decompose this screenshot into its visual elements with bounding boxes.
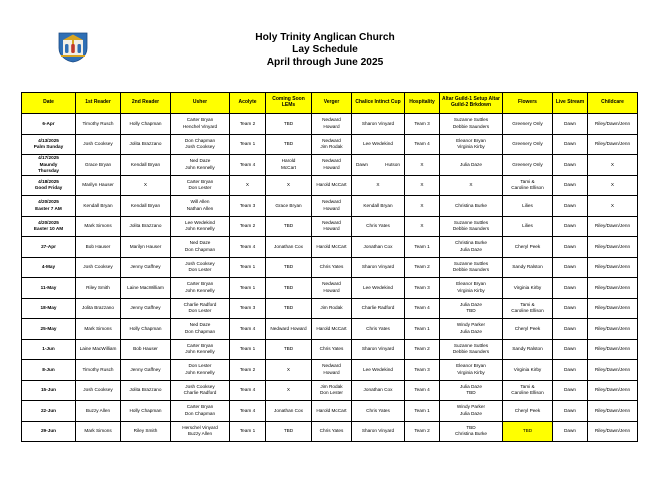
table-cell: Nedward Howard [312,114,352,135]
date-cell: 8-Jun [22,360,76,381]
table-cell: Team 2 [405,257,440,278]
table-cell: Team 2 [230,216,266,237]
table-cell: Lee Wedekind [352,360,405,381]
page-title [0,32,650,69]
table-cell: Ned Daze Don Chapman [171,237,230,258]
date-cell: 6-Apr [22,114,76,135]
table-cell: Mark Simons [76,216,121,237]
table-cell: Dawn Hutson [352,155,405,176]
table-cell: Team 1 [405,319,440,340]
table-cell: Team 4 [230,401,266,422]
table-cell: Sharon Vinyard [352,114,405,135]
table-cell: Team 2 [230,114,266,135]
table-row [22,175,638,196]
table-cell: Dawn [553,237,588,258]
table-body [22,114,638,442]
table-cell: Riley/Dawn/Jenn [588,216,638,237]
table-cell: Mark Simons [76,319,121,340]
table-row [22,401,638,422]
table-row [22,421,638,442]
table-cell: Lee Wedekind John Kennelly [171,216,230,237]
table-cell: Nedward Howard [266,319,312,340]
table-cell: Carter Bryan John Kennelly [171,278,230,299]
column-header: Verger [312,93,352,114]
table-cell: Lilies [503,216,553,237]
table-cell: Dawn [553,401,588,422]
date-cell: 4/18/2025 Good Friday [22,175,76,196]
table-cell: Marilyn Hauser [121,237,171,258]
table-cell: Holly Chapman [121,114,171,135]
table-cell: X [352,175,405,196]
table-cell: Lee Wedekind [352,134,405,155]
table-cell: Riley/Dawn/Jenn [588,134,638,155]
table-cell: Jim Rodak Don Lester [312,380,352,401]
table-cell: Will Allen Nathan Allen [171,196,230,217]
table-cell: Timothy Rusch [76,114,121,135]
table-cell: Team 4 [405,380,440,401]
title-church-name: Holy Trinity Anglican Church [255,32,395,43]
table-cell: Greenery Only [503,134,553,155]
date-cell: 11-May [22,278,76,299]
table-cell: Team 1 [405,237,440,258]
table-cell: Chris Yates [352,401,405,422]
table-row [22,380,638,401]
table-cell: Harold McCart [266,155,312,176]
header-row [22,93,638,114]
table-cell: Team 2 [405,421,440,442]
table-cell: Jonathan Cox [266,401,312,422]
table-cell: Sandy Ralston [503,257,553,278]
table-cell: Grace Bryan [76,155,121,176]
table-cell: Lee Wedekind [352,278,405,299]
table-cell: Dawn [553,319,588,340]
table-cell: Jolita Brazzano [121,134,171,155]
table-cell: Dawn [553,278,588,299]
table-cell: Kendall Bryan [121,155,171,176]
table-row [22,196,638,217]
table-cell: Nedward Jim Rodak [312,134,352,155]
table-cell: Riley/Dawn/Jenn [588,298,638,319]
table-cell: Riley/Dawn/Jenn [588,114,638,135]
table-row [22,134,638,155]
table-cell: Suzanne Suttles Debbie Saunders [440,216,503,237]
table-cell: Kendall Bryan [121,196,171,217]
table-cell: TBD [503,421,553,442]
table-cell: Nedward Howard [312,360,352,381]
table-cell: TBD Christina Burke [440,421,503,442]
table-cell: Josh Cooksey [76,380,121,401]
column-header: Usher [171,93,230,114]
date-cell: 4-May [22,257,76,278]
column-header: Altar Guild-1 Setup Altar Guild-2 Brkdown [440,93,503,114]
table-cell: Riley/Dawn/Jenn [588,401,638,422]
table-cell: Chris Yates [312,421,352,442]
table-cell: Sandy Ralston [503,339,553,360]
table-cell: X [405,196,440,217]
table-cell: Ned Daze Don Chapman [171,319,230,340]
date-cell: 29-Jun [22,421,76,442]
table-cell: Holly Chapman [121,319,171,340]
table-cell: Dawn [553,360,588,381]
table-cell: Jenny Gaffney [121,360,171,381]
date-cell: 22-Jun [22,401,76,422]
table-cell: Team 3 [405,114,440,135]
table-cell: TBD [266,278,312,299]
date-cell: 4/20/2025 Easter 10 AM [22,216,76,237]
table-row [22,339,638,360]
table-cell: Jonathan Cox [266,237,312,258]
table-cell: Team 3 [230,196,266,217]
column-header: Coming Soon LEMs [266,93,312,114]
table-cell: Riley/Dawn/Jenn [588,380,638,401]
table-cell: Team 1 [405,401,440,422]
table-cell: Jolita Brazzano [121,216,171,237]
table-row [22,155,638,176]
column-header: Hospitality [405,93,440,114]
table-cell: Nedward Howard [312,155,352,176]
date-cell: 4/17/2025 Maundy Thursday [22,155,76,176]
date-cell: 25-May [22,319,76,340]
table-cell: Chris Yates [312,339,352,360]
table-cell: Dawn [553,196,588,217]
table-cell: Josh Cooksey [76,134,121,155]
table-cell: Team 4 [230,237,266,258]
table-cell: Team 4 [405,298,440,319]
table-cell: Jolita Brazzano [76,298,121,319]
date-cell: 4/13/2025 Palm Sunday [22,134,76,155]
table-cell: Greenery Only [503,155,553,176]
table-cell: Team 2 [230,360,266,381]
table-cell: Josh Cooksey [76,257,121,278]
table-cell: Bob Hauser [121,339,171,360]
lay-schedule-table [21,92,638,442]
table-row [22,216,638,237]
table-cell: Don Chapman Josh Cooksey [171,134,230,155]
table-cell: Jonathan Cox [352,237,405,258]
table-cell: Dawn [553,380,588,401]
table-row [22,114,638,135]
table-header [22,93,638,114]
column-header: Childcare [588,93,638,114]
table-cell: X [588,155,638,176]
date-cell: 27-Apr [22,237,76,258]
table-cell: Dawn [553,155,588,176]
table-cell: Team 4 [230,155,266,176]
table-cell: TBD [266,257,312,278]
table-cell: Team 3 [230,298,266,319]
table-cell: Dawn [553,257,588,278]
table-cell: Tami & Caroline Ellison [503,175,553,196]
table-cell: X [230,175,266,196]
table-cell: Cheryl Peek [503,319,553,340]
table-cell: Team 4 [405,134,440,155]
table-cell: Carter Bryan John Kennelly [171,339,230,360]
table-cell: Riley/Dawn/Jenn [588,421,638,442]
column-header: Acolyte [230,93,266,114]
table-cell: Carter Bryan Don Chapman [171,401,230,422]
table-cell: Jenny Gaffney [121,298,171,319]
title-date-range: April through June 2025 [266,56,384,68]
title-schedule: Lay Schedule [292,44,358,56]
table-cell: Greenery Only [503,114,553,135]
table-cell: Team 4 [230,380,266,401]
table-cell: X [440,175,503,196]
table-cell: Sharon Vinyard [352,257,405,278]
table-cell: Harold McCart [312,319,352,340]
table-cell: X [266,175,312,196]
table-cell: Marilyn Hauser [76,175,121,196]
table-cell: Laine MacWilliam [121,278,171,299]
table-cell: Chris Yates [352,319,405,340]
table-cell: Chris Yates [312,257,352,278]
table-cell: Dawn [553,339,588,360]
table-cell: Dawn [553,421,588,442]
table-row [22,257,638,278]
date-cell: 1-Jun [22,339,76,360]
table-cell: Dawn [553,216,588,237]
table-cell: Riley Smith [76,278,121,299]
table-cell: Kendall Bryan [352,196,405,217]
column-header: Chalice Intinct Cup [352,93,405,114]
table-cell: Team 1 [230,421,266,442]
table-cell: TBD [266,298,312,319]
table-cell: Riley Smith [121,421,171,442]
table-cell: Dawn [553,134,588,155]
table-cell: Josh Cooksey Don Lester [171,257,230,278]
table-row [22,319,638,340]
table-cell: Julia Daze TBD [440,380,503,401]
table-cell: Team 1 [230,278,266,299]
table-cell: Jonathan Cox [352,380,405,401]
table-cell: Chris Yates [352,216,405,237]
table-cell: Riley/Dawn/Jenn [588,339,638,360]
table-cell: X [121,175,171,196]
date-cell: 15-Jun [22,380,76,401]
date-cell: 18-May [22,298,76,319]
table-cell: Windy Parker Julia Daze [440,319,503,340]
table-cell: TBD [266,339,312,360]
table-cell: Harold McCart [312,237,352,258]
table-cell: Nedward Howard [312,196,352,217]
table-cell: Team 3 [405,360,440,381]
column-header: 1st Reader [76,93,121,114]
table-cell: Suzanne Suttles Debbie Saunders [440,339,503,360]
table-cell: Riley/Dawn/Jenn [588,319,638,340]
table-cell: X [588,175,638,196]
table-cell: Cheryl Peek [503,401,553,422]
table-cell: Julia Daze TBD [440,298,503,319]
table-cell: Dawn [553,114,588,135]
table-cell: Riley/Dawn/Jenn [588,360,638,381]
table-cell: X [266,360,312,381]
table-cell: Team 4 [230,319,266,340]
table-cell: Team 1 [230,134,266,155]
table-cell: Team 3 [405,278,440,299]
table-cell: Team 1 [230,257,266,278]
table-cell: Timothy Rusch [76,360,121,381]
table-cell: Lilies [503,196,553,217]
table-cell: TBD [266,216,312,237]
table-cell: Sharon Vinyard [352,421,405,442]
table-cell: Laine MacWilliam [76,339,121,360]
table-cell: Riley/Dawn/Jenn [588,278,638,299]
table-cell: Don Lester John Kennelly [171,360,230,381]
table-cell: Mark Simons [76,421,121,442]
table-cell: Carter Bryan Don Lester [171,175,230,196]
table-cell: Christina Burke [440,196,503,217]
table-row [22,298,638,319]
table-cell: Buzzy Allen [76,401,121,422]
table-cell: Harold McCart [312,175,352,196]
table-cell: TBD [266,114,312,135]
table-cell: Carter Bryan Henchel Vinyard [171,114,230,135]
table-cell: Suzanne Suttles Debbie Saunders [440,114,503,135]
column-header: Date [22,93,76,114]
table-cell: Riley/Dawn/Jenn [588,237,638,258]
table-cell: Cheryl Peek [503,237,553,258]
table-cell: X [405,216,440,237]
table-cell: Jenny Gaffney [121,257,171,278]
table-cell: Harold McCart [312,401,352,422]
table-cell: Eleanor Bryan Virginia Kirby [440,360,503,381]
table-cell: Josh Cooksey Charlie Radford [171,380,230,401]
table-cell: Kendall Bryan [76,196,121,217]
table-cell: Jim Rodak [312,298,352,319]
table-cell: Team 2 [405,339,440,360]
table-cell: Charlie Radford [352,298,405,319]
table-cell: Christina Burke Julia Daze [440,237,503,258]
table-cell: X [405,175,440,196]
table-cell: Tami & Caroline Ellison [503,298,553,319]
table-cell: Dawn [553,175,588,196]
table-cell: Eleanor Bryan Virginia Kirby [440,278,503,299]
date-cell: 4/20/2025 Easter 7 AM [22,196,76,217]
table-cell: TBD [266,134,312,155]
table-cell: Herschel Vinyard Buzzy Allen [171,421,230,442]
table-cell: Charlie Radford Don Lester [171,298,230,319]
table-cell: Jolita Brazzano [121,380,171,401]
table-cell: Ned Daze John Kennelly [171,155,230,176]
table-cell: Virginia Kirby [503,278,553,299]
column-header: Live Stream [553,93,588,114]
table-row [22,278,638,299]
table-cell: Nedward Howard [312,216,352,237]
table-cell: X [405,155,440,176]
table-cell: Riley/Dawn/Jenn [588,257,638,278]
table-cell: Bob Hauser [76,237,121,258]
table-cell: Virginia Kirby [503,360,553,381]
table-cell: Grace Bryan [266,196,312,217]
table-cell: TBD [266,421,312,442]
table-cell: Team 1 [230,339,266,360]
table-cell: X [266,380,312,401]
table-cell: Suzanne Suttles Debbie Saunders [440,257,503,278]
table-cell: Eleanor Bryan Virginia Kirby [440,134,503,155]
column-header: 2nd Reader [121,93,171,114]
table-cell: Sharon Vinyard [352,339,405,360]
table-row [22,237,638,258]
table-row [22,360,638,381]
table-cell: Tami & Caroline Ellison [503,380,553,401]
table-cell: Julia Daze [440,155,503,176]
table-cell: Dawn [553,298,588,319]
table-cell: Holly Chapman [121,401,171,422]
column-header: Flowers [503,93,553,114]
table-cell: X [588,196,638,217]
table-cell: Windy Parker Julia Daze [440,401,503,422]
table-cell: Nedward Howard [312,278,352,299]
